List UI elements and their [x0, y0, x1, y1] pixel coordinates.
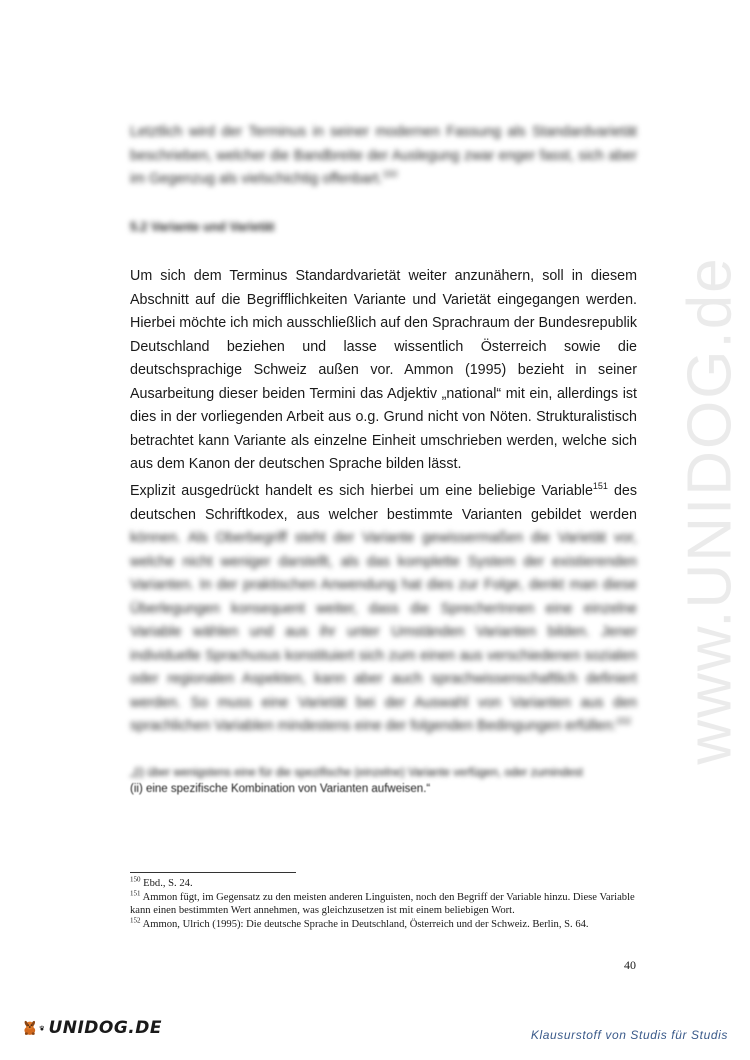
- footnote-ref-152: 152: [616, 716, 632, 727]
- slogan: Klausurstoff von Studis für Studis: [530, 1028, 728, 1042]
- quote-line-2: (ii) eine spezifische Kombination von Varianten aufweisen.“: [130, 783, 431, 795]
- footnotes: [130, 877, 640, 931]
- quote-line-1: „(i) über wenigstens eine für die spezifische (einzelne) Variante verfügen, oder zumindest: [130, 767, 583, 779]
- footnote-ref-151: 151: [592, 481, 608, 492]
- paragraph-2-blurred: [130, 530, 637, 734]
- paragraph-2-clear-b: des deutschen Schriftkodex, aus welcher bestimmte Varianten gebildet werden: [130, 483, 637, 523]
- intro-footnote-ref: 150: [382, 169, 398, 180]
- dog-icon: [22, 1011, 39, 1045]
- footnote-divider: [130, 872, 296, 873]
- intro-text: Letztlich wird der Terminus in seiner modernen Fassung als Standardvarietät beschrieben, welcher die Bandbreite der Auslegung zwar enger fasst, sich aber im Gegenzug als vielschichtig offenbart.: [130, 124, 637, 187]
- footnote-number: 150: [130, 875, 141, 884]
- watermark: [650, 250, 750, 770]
- paw-icon: [39, 1022, 45, 1034]
- footnote-text: Ebd., S. 24.: [140, 878, 193, 889]
- paragraph-2-clear-a: Explizit ausgedrückt handelt es sich hierbei um eine beliebige Variable: [130, 483, 593, 499]
- page-number: 40: [624, 958, 636, 972]
- section-heading: 5.2 Variante und Varietät: [130, 220, 275, 234]
- footnote-text: Ammon, Ulrich (1995): Die deutsche Sprache in Deutschland, Österreich und der Schweiz. Berlin, S. 64.: [140, 918, 589, 930]
- footnote-151: [130, 888, 640, 918]
- logo-text: UNIDOG.DE: [48, 1018, 162, 1038]
- paragraph-1: Um sich dem Terminus Standardvarietät weiter anzunähern, soll in diesem Abschnitt auf die Begrifflichkeiten Variante und Varietät eingegangen werden. Hierbei möchte ich mich ausschließlich auf den Sprachraum der Bundesrepublik Deutschland beziehen und lasse wissentlich Österreich sowie die deutschsprachige Schweiz außen vor. Ammon (1995) bezieht in seiner Ausarbeitung dieser beiden Termini das Adjektiv „national“ mit ein, allerdings ist dies in der vorliegenden Arbeit aus o.g. Grund nicht von Nöten. Strukturalistisch betrachtet kann Variante als einzelne Einheit umschrieben werden, welche sich aus dem Kanon der deutschen Sprache bilden lässt.: [130, 268, 637, 472]
- paragraph-2: [130, 480, 637, 739]
- footnote-152: [130, 915, 640, 932]
- paragraph-2-blurred-text: können. Als Oberbegriff steht der Variante gewissermaßen die Varietät vor, welche nicht weniger darstellt, als das komplette System der existierenden Varianten. In der praktischen Anwendung hat dies zur Folge, denkt man diese Überlegungen konsequent weiter, dass die SprecherInnen eine einzelne Variable wählen und aus ihr unter Umständen Varianten bilden. Jener individuelle Sprachusus konstituiert sich zum einen aus verschiedenen sozialen oder regionalen Aspekten, kann aber auch sprachwissenschaftlich definiert werden. So muss eine Varietät bei der Auswahl von Varianten aus den sprachlichen Variablen mindestens eine der folgenden Bedingungen erfüllen:: [130, 530, 637, 734]
- footnote-number: 152: [130, 915, 141, 924]
- footnote-number: 151: [130, 888, 141, 897]
- watermark-text: www.UNIDOG.de: [675, 255, 745, 765]
- unidog-logo[interactable]: [22, 1005, 162, 1051]
- quote-block: [130, 765, 637, 797]
- intro-paragraph: [130, 121, 637, 192]
- footnote-150: [130, 877, 640, 891]
- footnote-text: Ammon fügt, im Gegensatz zu den meisten anderen Linguisten, noch den Begriff der Variable hinzu. Diese Variable kann einen bestimmten Wert annehmen, was gleichzusetzen ist mit einem beliebigen Wort.: [130, 891, 635, 916]
